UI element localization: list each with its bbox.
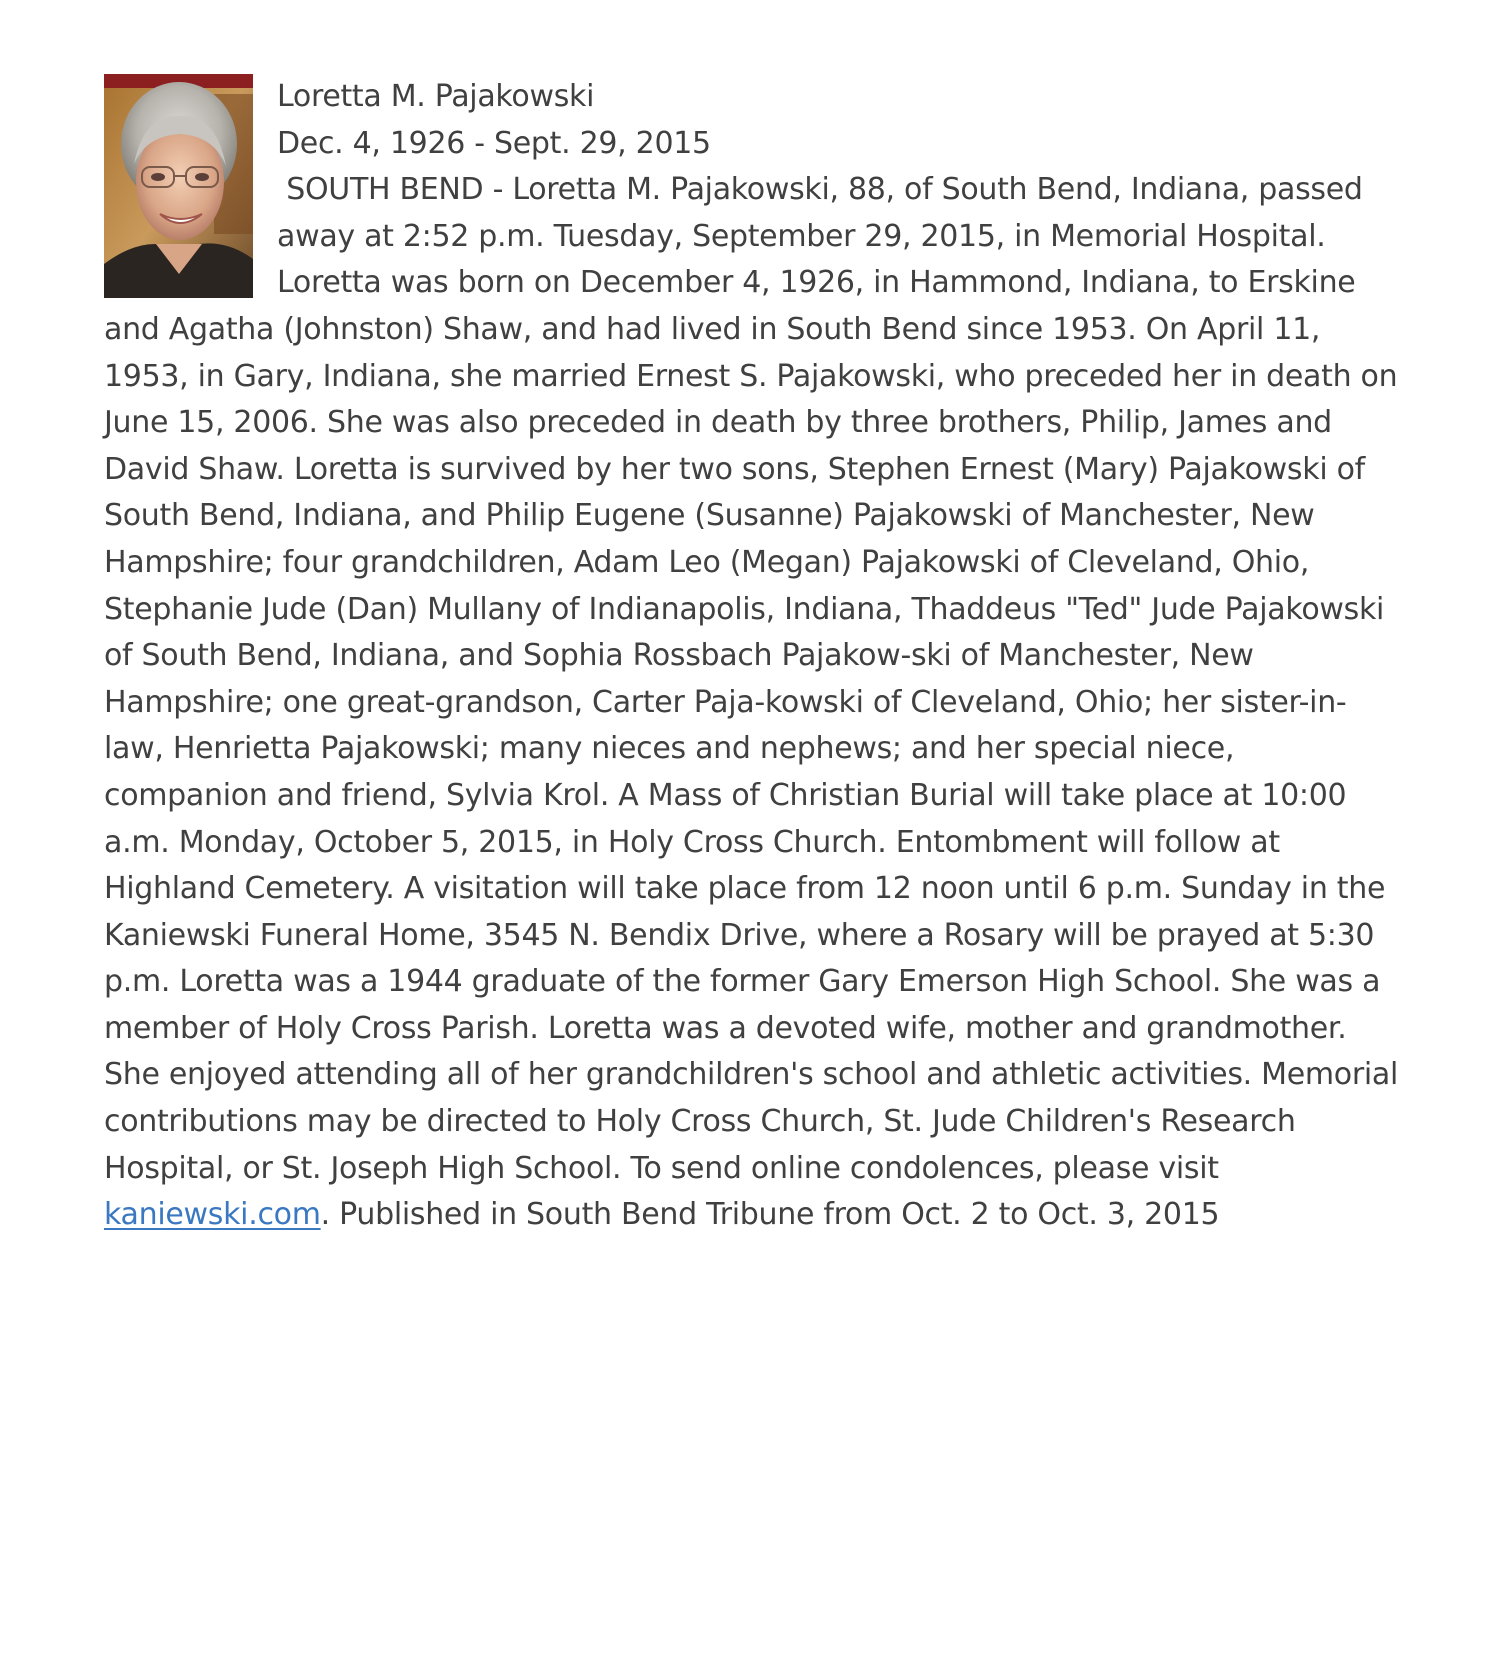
decedent-name: Loretta M. Pajakowski <box>277 79 595 114</box>
portrait-photo-graphic <box>104 74 253 298</box>
obituary-body-closing: . Published in South Bend Tribune from Oct. 2 to Oct. 3, 2015 <box>320 1197 1220 1233</box>
obituary-body <box>104 167 1404 1239</box>
obituary-article <box>104 74 1404 1239</box>
portrait-photo <box>104 74 253 298</box>
obituary-body-text: SOUTH BEND - Loretta M. Pajakowski, 88, of South Bend, Indiana, passed away at 2:52 p.m. Tuesday, September 29, 2015, in Memorial Hospital. Loretta was born on December 4, 1926, in Hammond, Indiana, to Erskine and Agatha (Johnston) Shaw, and had lived in South Bend since 1953. On April 11, 1953, in Gary, Indiana, she married Ernest S. Pajakowski, who preceded her in death on June 15, 2006. She was also preceded in death by three brothers, Philip, James and David Shaw. Loretta is survived by her two sons, Stephen Ernest (Mary) Pajakowski of South Bend, Indiana, and Philip Eugene (Susanne) Pajakowski of Manchester, New Hampshire; four grandchildren, Adam Leo (Megan) Pajakowski of Cleveland, Ohio, Stephanie Jude (Dan) Mullany of Indianapolis, Indiana, Thaddeus "Ted" Jude Pajakowski of South Bend, Indiana, and Sophia Rossbach Pajakow-ski of Manchester, New Hampshire; one great-grandson, Carter Paja-kowski of Cleveland, Ohio; her sister-in-law, Henrietta Pajakowski; many nieces and nephews; and her special niece, companion and friend, Sylvia Krol. A Mass of Christian Burial will take place at 10:00 a.m. Monday, October 5, 2015, in Holy Cross Church. Entombment will follow at Highland Cemetery. A visitation will take place from 12 noon until 6 p.m. Sunday in the Kaniewski Funeral Home, 3545 N. Bendix Drive, where a Rosary will be prayed at 5:30 p.m. Loretta was a 1944 graduate of the former Gary Emerson High School. She was a member of Holy Cross Parish. Loretta was a devoted wife, mother and grandmother. She enjoyed attending all of her grandchildren's school and athletic activities. Memorial contributions may be directed to Holy Cross Church, St. Jude Children's Research Hospital, or St. Joseph High School. To send online condolences, please visit <box>104 172 1399 1186</box>
life-dates: Dec. 4, 1926 - Sept. 29, 2015 <box>277 125 711 161</box>
funeral-home-link[interactable]: kaniewski.com <box>104 1197 321 1233</box>
